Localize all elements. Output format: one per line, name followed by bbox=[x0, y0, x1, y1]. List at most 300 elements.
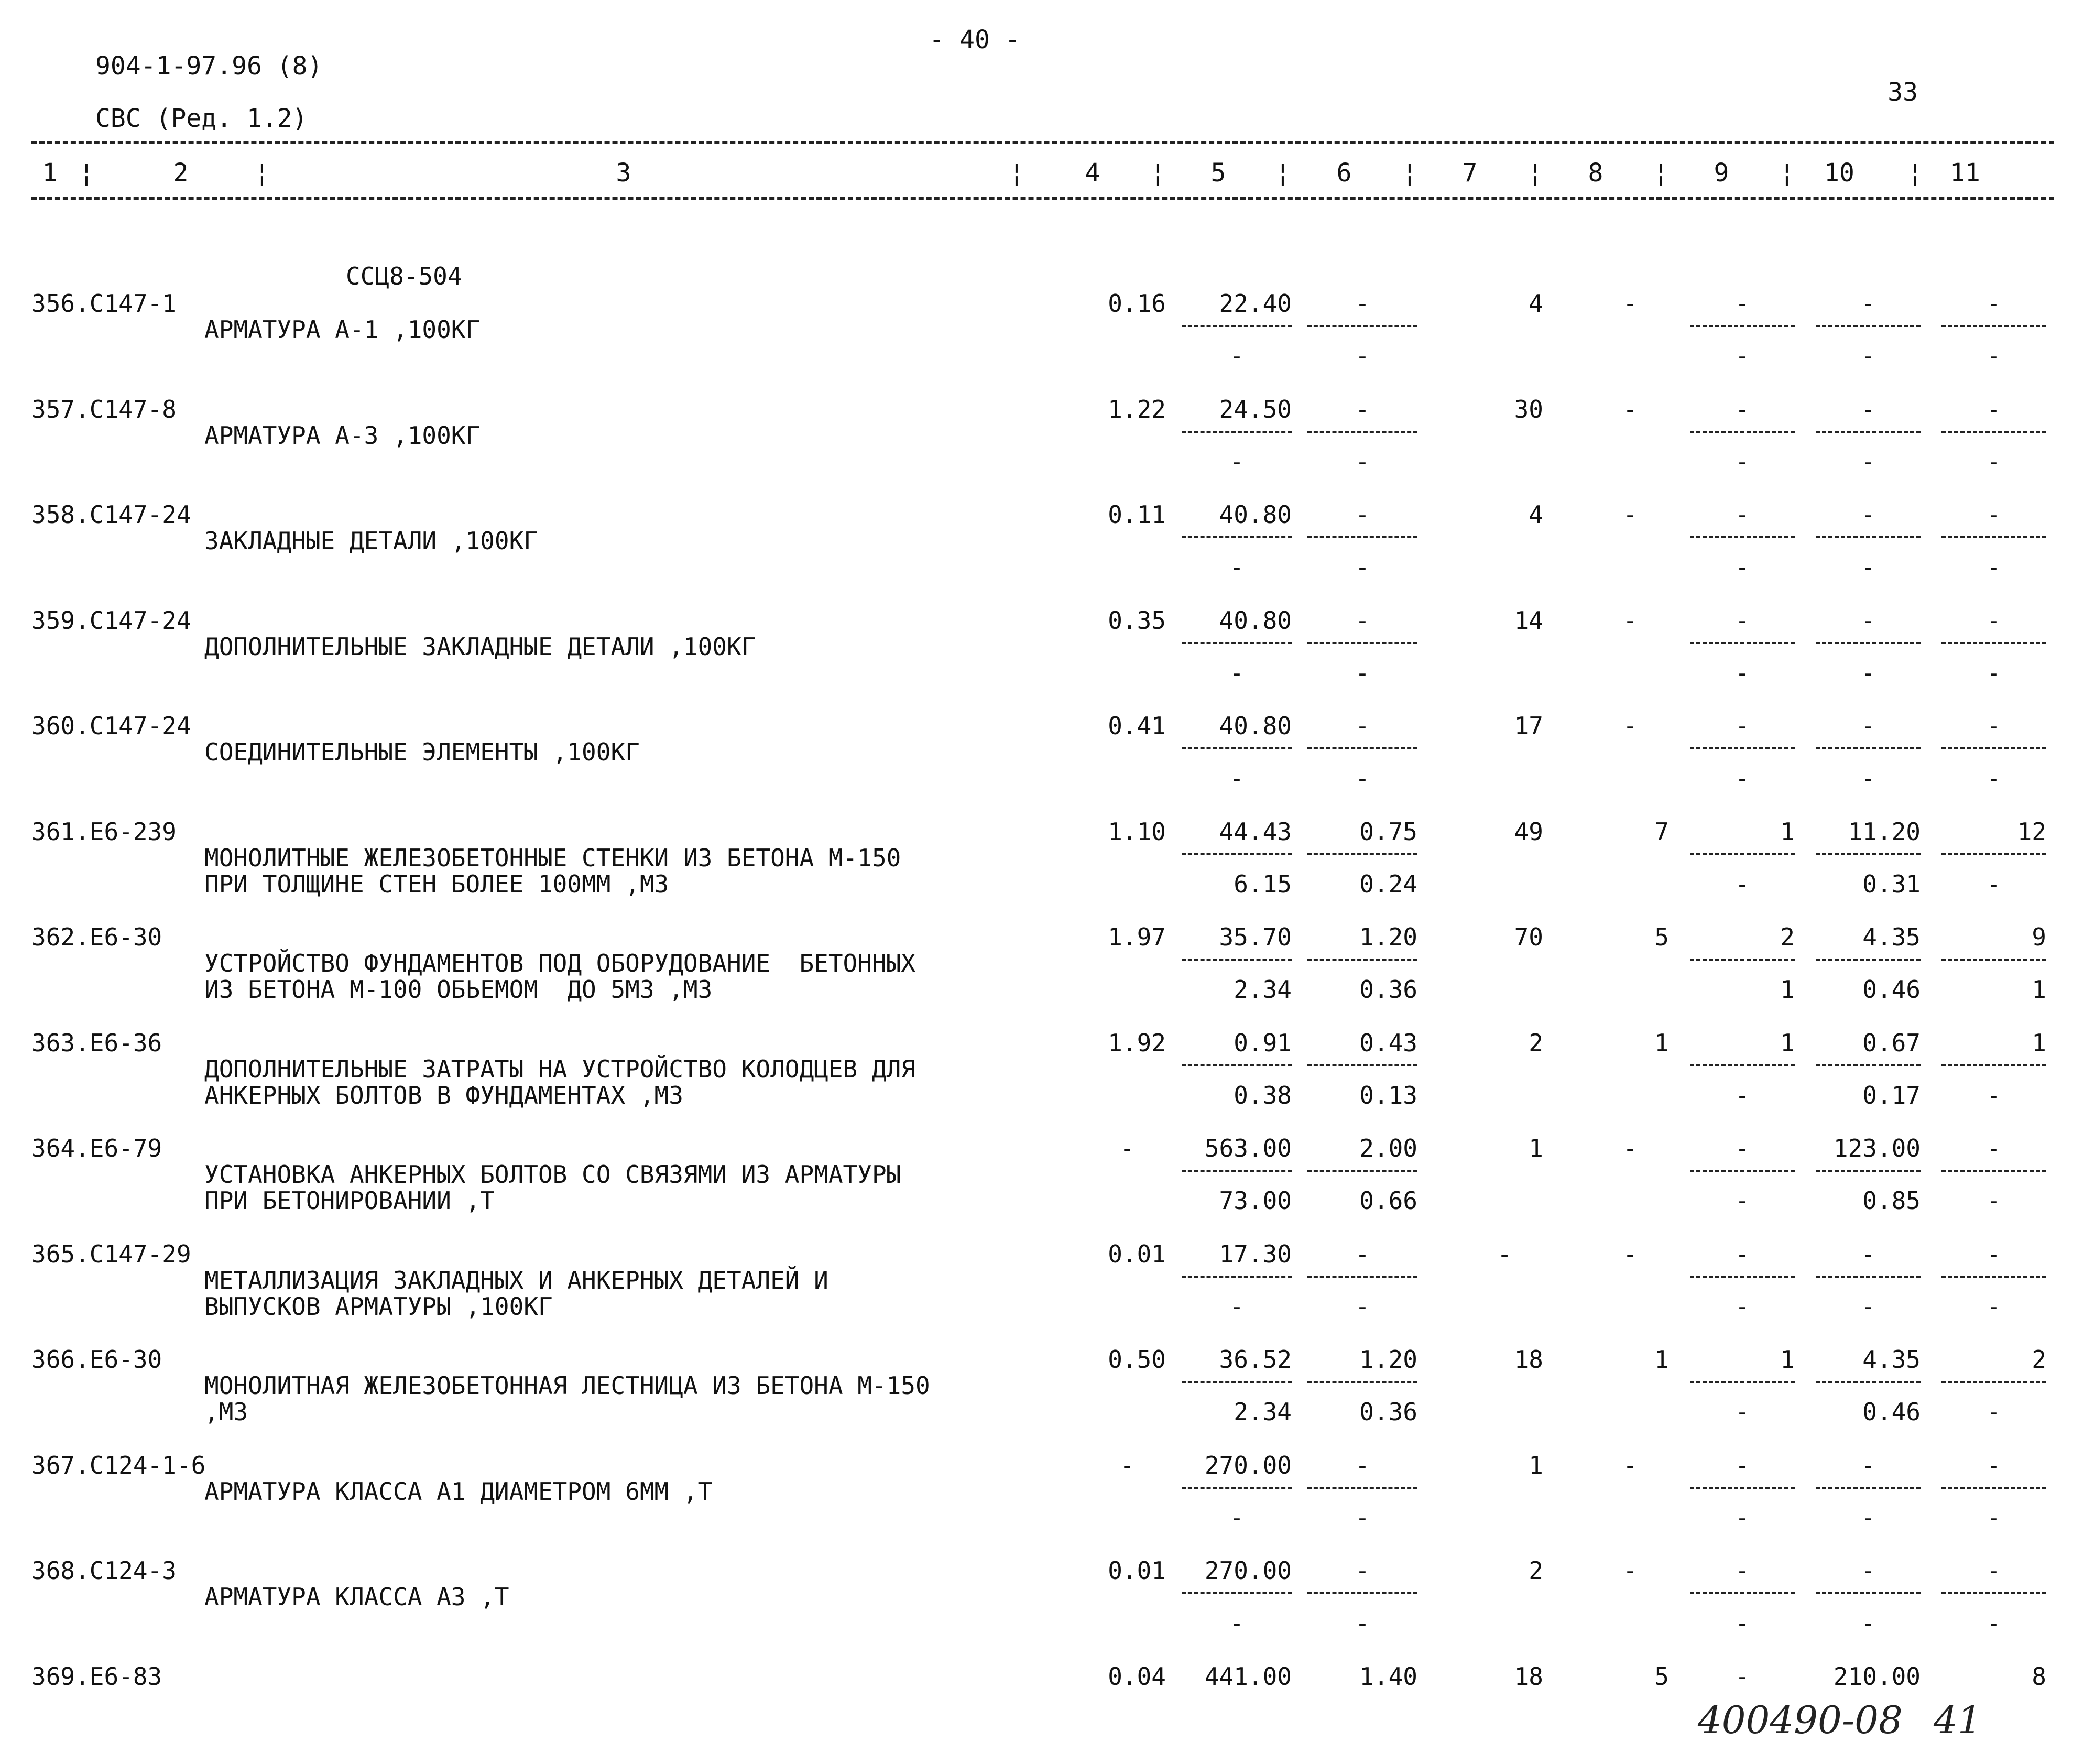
column-separator: ¦ bbox=[79, 158, 94, 188]
fraction-divider bbox=[1690, 1381, 1795, 1383]
fraction-divider bbox=[1307, 325, 1417, 327]
cell-col-10: 0.67 bbox=[1862, 1028, 1921, 1057]
fraction-divider bbox=[1816, 1592, 1921, 1594]
fraction-divider bbox=[1690, 1276, 1795, 1278]
row-code: 364.Е6-79 bbox=[31, 1134, 162, 1162]
fraction-divider bbox=[1182, 536, 1292, 538]
fraction-divider bbox=[1182, 325, 1292, 327]
cell-col-9: - bbox=[1735, 1081, 1750, 1109]
fraction-divider bbox=[1307, 431, 1417, 433]
cell-col-9: - bbox=[1735, 342, 1750, 370]
cell-col-10: - bbox=[1861, 1292, 1875, 1321]
row-description: МОНОЛИТНАЯ ЖЕЛЕЗОБЕТОННАЯ ЛЕСТНИЦА ИЗ БЕТОНА М-150 bbox=[204, 1371, 930, 1400]
column-separator: ¦ bbox=[1907, 158, 1923, 188]
cell-col-11: - bbox=[1987, 1398, 2001, 1426]
row-code: 356.С147-1 bbox=[31, 289, 177, 318]
row-description: АРМАТУРА А-3 ,100КГ bbox=[204, 421, 481, 450]
cell-col-8: 5 bbox=[1654, 1662, 1669, 1691]
row-code: 367.С124-1-6 bbox=[31, 1451, 206, 1479]
cell-col-8: - bbox=[1623, 289, 1638, 318]
cell-col-11: - bbox=[1987, 658, 2001, 687]
cell-col-5: 6.15 bbox=[1234, 869, 1292, 898]
cell-col-6: 0.36 bbox=[1359, 975, 1417, 1004]
cell-col-6: - bbox=[1355, 500, 1370, 529]
cell-col-11: - bbox=[1987, 1239, 2001, 1268]
cell-col-10: - bbox=[1861, 1609, 1875, 1637]
cell-col-9: - bbox=[1735, 447, 1750, 476]
fraction-divider bbox=[1307, 1487, 1417, 1489]
cell-col-6: - bbox=[1355, 1451, 1370, 1479]
cell-col-7: 4 bbox=[1529, 500, 1543, 529]
cell-col-10: 4.35 bbox=[1862, 923, 1921, 951]
cell-col-9: - bbox=[1735, 1398, 1750, 1426]
cell-col-11: - bbox=[1987, 500, 2001, 529]
cell-col-7: 30 bbox=[1514, 395, 1543, 423]
cell-col-11: 1 bbox=[2032, 975, 2046, 1004]
column-header-6: 6 bbox=[1336, 158, 1352, 188]
cell-col-5: 40.80 bbox=[1219, 712, 1292, 740]
cell-col-10: - bbox=[1861, 712, 1875, 740]
fraction-divider bbox=[1690, 431, 1795, 433]
cell-col-4: 0.16 bbox=[1108, 289, 1166, 318]
fraction-divider bbox=[1182, 431, 1292, 433]
row-code: 368.С124-3 bbox=[31, 1556, 177, 1585]
cell-col-9: - bbox=[1735, 869, 1750, 898]
cell-col-10: 0.46 bbox=[1862, 975, 1921, 1004]
cell-col-5: - bbox=[1229, 1503, 1244, 1532]
cell-col-10: - bbox=[1861, 606, 1875, 635]
cell-col-9: - bbox=[1735, 606, 1750, 635]
cell-col-5: 40.80 bbox=[1219, 500, 1292, 529]
cell-col-10: - bbox=[1861, 1556, 1875, 1585]
cell-col-5: 563.00 bbox=[1204, 1134, 1292, 1162]
column-header-1: 1 bbox=[42, 158, 58, 188]
fraction-divider bbox=[1690, 642, 1795, 644]
cell-col-7: 18 bbox=[1514, 1345, 1543, 1374]
fraction-divider bbox=[1690, 536, 1795, 538]
row-description: МЕТАЛЛИЗАЦИЯ ЗАКЛАДНЫХ И АНКЕРНЫХ ДЕТАЛЕЙ И bbox=[204, 1266, 828, 1294]
cell-col-8: - bbox=[1623, 1556, 1638, 1585]
cell-col-9: - bbox=[1735, 1556, 1750, 1585]
fraction-divider bbox=[1182, 1276, 1292, 1278]
column-separator: ¦ bbox=[1653, 158, 1669, 188]
fraction-divider bbox=[1690, 1064, 1795, 1066]
cell-col-5: 270.00 bbox=[1204, 1556, 1292, 1585]
cell-col-8: - bbox=[1623, 1451, 1638, 1479]
cell-col-7: 14 bbox=[1514, 606, 1543, 635]
cell-col-5: - bbox=[1229, 658, 1244, 687]
cell-col-6: 1.40 bbox=[1359, 1662, 1417, 1691]
cell-col-5: 22.40 bbox=[1219, 289, 1292, 318]
cell-col-8: 1 bbox=[1654, 1345, 1669, 1374]
column-header-10: 10 bbox=[1824, 158, 1854, 188]
column-separator: ¦ bbox=[254, 158, 270, 188]
cell-col-6: 0.43 bbox=[1359, 1028, 1417, 1057]
cell-col-11: - bbox=[1987, 289, 2001, 318]
cell-col-10: - bbox=[1861, 342, 1875, 370]
fraction-divider bbox=[1816, 1064, 1921, 1066]
handwritten-sheet-number: 41 bbox=[1934, 1698, 1982, 1742]
fraction-divider bbox=[1182, 1487, 1292, 1489]
cell-col-11: - bbox=[1987, 869, 2001, 898]
cell-col-6: - bbox=[1355, 1503, 1370, 1532]
fraction-divider bbox=[1307, 536, 1417, 538]
fraction-divider bbox=[1307, 747, 1417, 749]
cell-col-5: 270.00 bbox=[1204, 1451, 1292, 1479]
section-label: ССЦ8-504 bbox=[346, 262, 462, 290]
fraction-divider bbox=[1941, 325, 2046, 327]
cell-col-5: 0.38 bbox=[1234, 1081, 1292, 1109]
cell-col-4: 1.10 bbox=[1108, 817, 1166, 846]
fraction-divider bbox=[1182, 1170, 1292, 1172]
column-header-11: 11 bbox=[1950, 158, 1980, 188]
page-number: - 40 - bbox=[929, 25, 1020, 55]
fraction-divider bbox=[1816, 1276, 1921, 1278]
cell-col-4: 1.22 bbox=[1108, 395, 1166, 423]
cell-col-6: - bbox=[1355, 447, 1370, 476]
row-description: ЗАКЛАДНЫЕ ДЕТАЛИ ,100КГ bbox=[204, 527, 538, 555]
cell-col-5: - bbox=[1229, 1609, 1244, 1637]
cell-col-5: 73.00 bbox=[1219, 1186, 1292, 1215]
cell-col-11: - bbox=[1987, 1556, 2001, 1585]
fraction-divider bbox=[1307, 1592, 1417, 1594]
cell-col-11: 2 bbox=[2032, 1345, 2046, 1374]
column-header-3: 3 bbox=[616, 158, 631, 188]
cell-col-10: 210.00 bbox=[1833, 1662, 1921, 1691]
row-code: 365.С147-29 bbox=[31, 1239, 191, 1268]
cell-col-8: - bbox=[1623, 712, 1638, 740]
cell-col-9: - bbox=[1735, 1451, 1750, 1479]
cell-col-11: 12 bbox=[2017, 817, 2046, 846]
cell-col-6: 2.00 bbox=[1359, 1134, 1417, 1162]
cell-col-11: - bbox=[1987, 447, 2001, 476]
cell-col-10: - bbox=[1861, 1239, 1875, 1268]
fraction-divider bbox=[1690, 1487, 1795, 1489]
fraction-divider bbox=[1816, 325, 1921, 327]
fraction-divider bbox=[1941, 431, 2046, 433]
cell-col-5: - bbox=[1229, 1292, 1244, 1321]
cell-col-9: 2 bbox=[1780, 923, 1795, 951]
cell-col-6: - bbox=[1355, 395, 1370, 423]
cell-col-6: - bbox=[1355, 289, 1370, 318]
header-bottom-rule bbox=[31, 197, 2054, 200]
column-separator: ¦ bbox=[1275, 158, 1291, 188]
fraction-divider bbox=[1690, 325, 1795, 327]
fraction-divider bbox=[1941, 1592, 2046, 1594]
row-code: 359.С147-24 bbox=[31, 606, 191, 635]
fraction-divider bbox=[1941, 1170, 2046, 1172]
row-description: АРМАТУРА А-1 ,100КГ bbox=[204, 315, 481, 344]
cell-col-6: - bbox=[1355, 1609, 1370, 1637]
fraction-divider bbox=[1816, 853, 1921, 855]
cell-col-4: 0.01 bbox=[1108, 1239, 1166, 1268]
cell-col-11: - bbox=[1987, 712, 2001, 740]
fraction-divider bbox=[1941, 1276, 2046, 1278]
cell-col-6: 0.13 bbox=[1359, 1081, 1417, 1109]
column-header-9: 9 bbox=[1714, 158, 1729, 188]
cell-col-9: - bbox=[1735, 1662, 1750, 1691]
cell-col-9: - bbox=[1735, 1609, 1750, 1637]
cell-col-6: - bbox=[1355, 342, 1370, 370]
row-code: 361.Е6-239 bbox=[31, 817, 177, 846]
row-description: ,М3 bbox=[204, 1398, 248, 1426]
cell-col-11: - bbox=[1987, 1292, 2001, 1321]
cell-col-7: 2 bbox=[1529, 1556, 1543, 1585]
cell-col-10: - bbox=[1861, 289, 1875, 318]
fraction-divider bbox=[1182, 747, 1292, 749]
fraction-divider bbox=[1816, 747, 1921, 749]
cell-col-6: 1.20 bbox=[1359, 1345, 1417, 1374]
fraction-divider bbox=[1816, 536, 1921, 538]
cell-col-4: 0.04 bbox=[1108, 1662, 1166, 1691]
cell-col-6: - bbox=[1355, 1239, 1370, 1268]
cell-col-11: - bbox=[1987, 395, 2001, 423]
cell-col-10: 11.20 bbox=[1848, 817, 1921, 846]
cell-col-5: - bbox=[1229, 764, 1244, 792]
cell-col-5: 40.80 bbox=[1219, 606, 1292, 635]
cell-col-10: - bbox=[1861, 447, 1875, 476]
cell-col-5: 2.34 bbox=[1234, 1398, 1292, 1426]
cell-col-6: - bbox=[1355, 1556, 1370, 1585]
cell-col-4: 0.41 bbox=[1108, 712, 1166, 740]
cell-col-10: 0.17 bbox=[1862, 1081, 1921, 1109]
cell-col-4: - bbox=[1120, 1451, 1134, 1479]
cell-col-10: - bbox=[1861, 1451, 1875, 1479]
cell-col-10: 0.46 bbox=[1862, 1398, 1921, 1426]
cell-col-8: 7 bbox=[1654, 817, 1669, 846]
cell-col-4: - bbox=[1120, 1134, 1134, 1162]
handwritten-inventory-code: 400490-08 bbox=[1698, 1698, 1903, 1742]
cell-col-11: 9 bbox=[2032, 923, 2046, 951]
cell-col-6: 0.75 bbox=[1359, 817, 1417, 846]
cell-col-11: - bbox=[1987, 342, 2001, 370]
cell-col-10: 0.31 bbox=[1862, 869, 1921, 898]
row-description: ДОПОЛНИТЕЛЬНЫЕ ЗАТРАТЫ НА УСТРОЙСТВО КОЛОДЦЕВ ДЛЯ bbox=[204, 1054, 916, 1083]
column-header-7: 7 bbox=[1462, 158, 1478, 188]
row-description: АРМАТУРА КЛАССА А3 ,Т bbox=[204, 1583, 509, 1611]
sheet-number: 33 bbox=[1887, 78, 1918, 107]
cell-col-8: 5 bbox=[1654, 923, 1669, 951]
cell-col-11: - bbox=[1987, 1609, 2001, 1637]
cell-col-7: 70 bbox=[1514, 923, 1543, 951]
fraction-divider bbox=[1307, 1381, 1417, 1383]
cell-col-6: - bbox=[1355, 1292, 1370, 1321]
cell-col-5: - bbox=[1229, 447, 1244, 476]
row-description: ПРИ ТОЛЩИНЕ СТЕН БОЛЕЕ 100ММ ,М3 bbox=[204, 869, 669, 898]
cell-col-5: 2.34 bbox=[1234, 975, 1292, 1004]
row-description: ИЗ БЕТОНА М-100 ОБЬЕМОМ ДО 5М3 ,М3 bbox=[204, 975, 713, 1004]
cell-col-11: - bbox=[1987, 764, 2001, 792]
fraction-divider bbox=[1307, 853, 1417, 855]
cell-col-10: - bbox=[1861, 553, 1875, 581]
cell-col-9: 1 bbox=[1780, 975, 1795, 1004]
fraction-divider bbox=[1182, 853, 1292, 855]
row-code: 358.С147-24 bbox=[31, 500, 191, 529]
fraction-divider bbox=[1941, 536, 2046, 538]
cell-col-5: 17.30 bbox=[1219, 1239, 1292, 1268]
fraction-divider bbox=[1307, 1276, 1417, 1278]
cell-col-7: 1 bbox=[1529, 1451, 1543, 1479]
cell-col-11: - bbox=[1987, 606, 2001, 635]
cell-col-6: 0.66 bbox=[1359, 1186, 1417, 1215]
row-code: 363.Е6-36 bbox=[31, 1028, 162, 1057]
cell-col-11: - bbox=[1987, 1134, 2001, 1162]
row-description: ДОПОЛНИТЕЛЬНЫЕ ЗАКЛАДНЫЕ ДЕТАЛИ ,100КГ bbox=[204, 632, 756, 661]
cell-col-9: - bbox=[1735, 553, 1750, 581]
cell-col-7: 2 bbox=[1529, 1028, 1543, 1057]
row-code: 362.Е6-30 bbox=[31, 923, 162, 951]
row-description: ПРИ БЕТОНИРОВАНИИ ,Т bbox=[204, 1186, 495, 1215]
cell-col-4: 0.11 bbox=[1108, 500, 1166, 529]
fraction-divider bbox=[1941, 642, 2046, 644]
cell-col-11: - bbox=[1987, 1503, 2001, 1532]
column-header-5: 5 bbox=[1210, 158, 1226, 188]
cell-col-5: 24.50 bbox=[1219, 395, 1292, 423]
document-code: 904-1-97.96 (8) bbox=[95, 51, 323, 81]
fraction-divider bbox=[1182, 1592, 1292, 1594]
cell-col-9: - bbox=[1735, 1134, 1750, 1162]
cell-col-5: 441.00 bbox=[1204, 1662, 1292, 1691]
cell-col-6: - bbox=[1355, 712, 1370, 740]
column-separator: ¦ bbox=[1009, 158, 1024, 188]
cell-col-11: - bbox=[1987, 1451, 2001, 1479]
row-description: ВЫПУСКОВ АРМАТУРЫ ,100КГ bbox=[204, 1292, 553, 1321]
fraction-divider bbox=[1690, 959, 1795, 961]
column-header-8: 8 bbox=[1588, 158, 1603, 188]
fraction-divider bbox=[1307, 1064, 1417, 1066]
cell-col-11: - bbox=[1987, 553, 2001, 581]
column-separator: ¦ bbox=[1402, 158, 1417, 188]
row-code: 360.С147-24 bbox=[31, 712, 191, 740]
cell-col-6: - bbox=[1355, 606, 1370, 635]
cell-col-6: - bbox=[1355, 553, 1370, 581]
fraction-divider bbox=[1816, 1487, 1921, 1489]
fraction-divider bbox=[1941, 1487, 2046, 1489]
cell-col-9: 1 bbox=[1780, 817, 1795, 846]
cell-col-7: - bbox=[1497, 1239, 1512, 1268]
cell-col-10: - bbox=[1861, 764, 1875, 792]
fraction-divider bbox=[1182, 1064, 1292, 1066]
fraction-divider bbox=[1941, 853, 2046, 855]
cell-col-8: - bbox=[1623, 606, 1638, 635]
cell-col-4: 0.01 bbox=[1108, 1556, 1166, 1585]
cell-col-4: 0.35 bbox=[1108, 606, 1166, 635]
cell-col-7: 1 bbox=[1529, 1134, 1543, 1162]
cell-col-4: 1.97 bbox=[1108, 923, 1166, 951]
cell-col-9: - bbox=[1735, 764, 1750, 792]
cell-col-9: - bbox=[1735, 395, 1750, 423]
cell-col-6: 0.36 bbox=[1359, 1398, 1417, 1426]
row-code: 366.Е6-30 bbox=[31, 1345, 162, 1374]
column-separator: ¦ bbox=[1150, 158, 1166, 188]
header-top-rule bbox=[31, 141, 2054, 144]
cell-col-10: - bbox=[1861, 658, 1875, 687]
cell-col-10: 4.35 bbox=[1862, 1345, 1921, 1374]
cell-col-4: 0.50 bbox=[1108, 1345, 1166, 1374]
cell-col-9: 1 bbox=[1780, 1345, 1795, 1374]
cell-col-9: - bbox=[1735, 289, 1750, 318]
cell-col-11: - bbox=[1987, 1186, 2001, 1215]
fraction-divider bbox=[1307, 642, 1417, 644]
cell-col-9: 1 bbox=[1780, 1028, 1795, 1057]
program-version: СВС (Ред. 1.2) bbox=[95, 104, 308, 133]
cell-col-6: - bbox=[1355, 764, 1370, 792]
fraction-divider bbox=[1690, 747, 1795, 749]
fraction-divider bbox=[1816, 1170, 1921, 1172]
column-separator: ¦ bbox=[1528, 158, 1543, 188]
cell-col-7: 4 bbox=[1529, 289, 1543, 318]
fraction-divider bbox=[1182, 1381, 1292, 1383]
cell-col-9: - bbox=[1735, 658, 1750, 687]
fraction-divider bbox=[1941, 747, 2046, 749]
cell-col-7: 17 bbox=[1514, 712, 1543, 740]
cell-col-10: 0.85 bbox=[1862, 1186, 1921, 1215]
row-description: УСТАНОВКА АНКЕРНЫХ БОЛТОВ СО СВЯЗЯМИ ИЗ АРМАТУРЫ bbox=[204, 1160, 901, 1189]
fraction-divider bbox=[1941, 1381, 2046, 1383]
cell-col-9: - bbox=[1735, 712, 1750, 740]
fraction-divider bbox=[1816, 959, 1921, 961]
fraction-divider bbox=[1941, 959, 2046, 961]
fraction-divider bbox=[1816, 431, 1921, 433]
cell-col-4: 1.92 bbox=[1108, 1028, 1166, 1057]
cell-col-5: 36.52 bbox=[1219, 1345, 1292, 1374]
fraction-divider bbox=[1690, 1170, 1795, 1172]
row-description: УСТРОЙСТВО ФУНДАМЕНТОВ ПОД ОБОРУДОВАНИЕ БЕТОННЫХ bbox=[204, 949, 916, 977]
cell-col-5: - bbox=[1229, 553, 1244, 581]
cell-col-5: 35.70 bbox=[1219, 923, 1292, 951]
fraction-divider bbox=[1307, 1170, 1417, 1172]
cell-col-9: - bbox=[1735, 1292, 1750, 1321]
cell-col-5: 0.91 bbox=[1234, 1028, 1292, 1057]
column-header-2: 2 bbox=[173, 158, 189, 188]
fraction-divider bbox=[1690, 853, 1795, 855]
row-description: АРМАТУРА КЛАССА А1 ДИАМЕТРОМ 6ММ ,Т bbox=[204, 1477, 713, 1506]
cell-col-9: - bbox=[1735, 1239, 1750, 1268]
column-separator: ¦ bbox=[1779, 158, 1795, 188]
cell-col-11: 1 bbox=[2032, 1028, 2046, 1057]
cell-col-8: - bbox=[1623, 395, 1638, 423]
cell-col-11: - bbox=[1987, 1081, 2001, 1109]
cell-col-10: - bbox=[1861, 500, 1875, 529]
cell-col-8: - bbox=[1623, 1239, 1638, 1268]
fraction-divider bbox=[1307, 959, 1417, 961]
cell-col-5: - bbox=[1229, 342, 1244, 370]
cell-col-5: 44.43 bbox=[1219, 817, 1292, 846]
fraction-divider bbox=[1816, 642, 1921, 644]
column-header-4: 4 bbox=[1085, 158, 1100, 188]
row-description: СОЕДИНИТЕЛЬНЫЕ ЭЛЕМЕНТЫ ,100КГ bbox=[204, 738, 640, 766]
cell-col-9: - bbox=[1735, 1503, 1750, 1532]
cell-col-9: - bbox=[1735, 500, 1750, 529]
row-code: 369.Е6-83 bbox=[31, 1662, 162, 1691]
cell-col-7: 18 bbox=[1514, 1662, 1543, 1691]
fraction-divider bbox=[1182, 959, 1292, 961]
row-code: 357.С147-8 bbox=[31, 395, 177, 423]
cell-col-10: 123.00 bbox=[1833, 1134, 1921, 1162]
cell-col-7: 49 bbox=[1514, 817, 1543, 846]
cell-col-8: 1 bbox=[1654, 1028, 1669, 1057]
fraction-divider bbox=[1941, 1064, 2046, 1066]
cell-col-8: - bbox=[1623, 1134, 1638, 1162]
cell-col-10: - bbox=[1861, 1503, 1875, 1532]
cell-col-6: 0.24 bbox=[1359, 869, 1417, 898]
cell-col-11: 8 bbox=[2032, 1662, 2046, 1691]
cell-col-9: - bbox=[1735, 1186, 1750, 1215]
cell-col-10: - bbox=[1861, 395, 1875, 423]
row-description: АНКЕРНЫХ БОЛТОВ В ФУНДАМЕНТАХ ,М3 bbox=[204, 1081, 683, 1109]
cell-col-6: 1.20 bbox=[1359, 923, 1417, 951]
cell-col-6: - bbox=[1355, 658, 1370, 687]
